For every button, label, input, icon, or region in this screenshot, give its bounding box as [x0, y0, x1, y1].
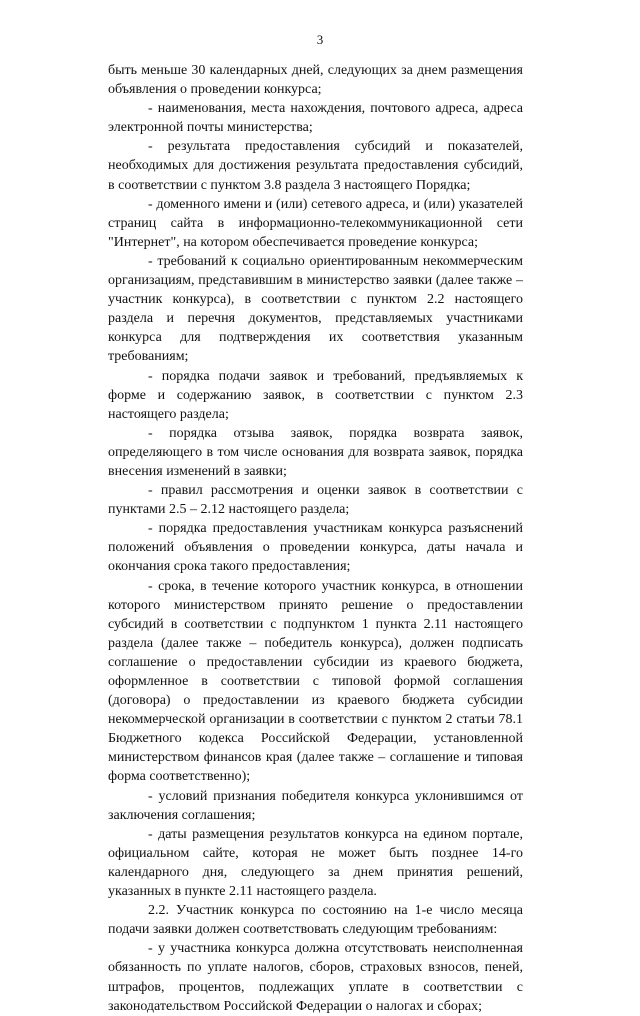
paragraph: - порядка подачи заявок и требований, предъявляемых к форме и содержанию заявок, в соответствии с пунктом 2.3 настоящего раздела; — [108, 368, 523, 422]
document-body — [108, 61, 523, 1016]
paragraph: - результата предоставления субсидий и показателей, необходимых для достижения результата предоставления субсидий, в соответствии с пунктом 3.8 раздела 3 настоящего Порядка; — [108, 139, 523, 193]
paragraph: - порядка предоставления участникам конкурса разъяснений положений объявления о проведении конкурса, даты начала и окончания срока такого предоставления; — [108, 521, 523, 575]
page-number: 3 — [316, 32, 324, 47]
paragraph: быть меньше 30 календарных дней, следующих за днем размещения объявления о проведении конкурса; — [108, 63, 523, 98]
paragraph: - условий признания победителя конкурса уклонившимся от заключения соглашения; — [108, 788, 523, 823]
paragraph: - у участника конкурса должна отсутствовать неисполненная обязанность по уплате налогов, сборов, страховых взносов, пеней, штрафов, процентов, подлежащих уплате в соответствии с законодательством Российской Федерации о налогах и сборах; — [108, 941, 523, 1014]
paragraph: 2.2. Участник конкурса по состоянию на 1-е число месяца подачи заявки должен соответствовать следующим требованиям: — [108, 903, 523, 938]
paragraph: - срока, в течение которого участник конкурса, в отношении которого министерством принято решение о предоставлении субсидий в соответствии с подпунктом 1 пункта 2.11 настоящего раздела (далее также – победитель конкурса), должен подписать соглашение о предоставлении субсидии из краевого бюджета, оформленное в соответствии с типовой формой соглашения (договора) о предоставлении из краевого бюджета субсидии некоммерческой организации в соответствии с пунктом 2 статьи 78.1 Бюджетного кодекса Российской Федерации, установленной министерством финансов края (далее также – соглашение и типовая форма соответственно); — [108, 578, 523, 785]
paragraph: - наименования, места нахождения, почтового адреса, адреса электронной почты министерства; — [108, 101, 523, 136]
paragraph: - требований к социально ориентированным некоммерческим организациям, представившим в министерство заявки (далее также – участник конкурса), в соответствии с пунктом 2.2 настоящего раздела и перечня документов, представляемых участниками конкурса для подтверждения их соответствия указанным требованиям; — [108, 253, 523, 365]
paragraph: - доменного имени и (или) сетевого адреса, и (или) указателей страниц сайта в информационно-телекоммуникационной сети "Интернет", на котором обеспечивается проведение конкурса; — [108, 196, 523, 250]
paragraph: - порядка отзыва заявок, порядка возврата заявок, определяющего в том числе основания для возврата заявок, порядка внесения изменений в заявки; — [108, 425, 523, 479]
paragraph: - даты размещения результатов конкурса на едином портале, официальном сайте, которая не может быть позднее 14-го календарного дня, следующего за днем принятия решений, указанных в пункте 2.11 настоящего раздела. — [108, 826, 523, 900]
paragraph: - правил рассмотрения и оценки заявок в соответствии с пунктами 2.5 – 2.12 настоящего раздела; — [108, 483, 523, 518]
